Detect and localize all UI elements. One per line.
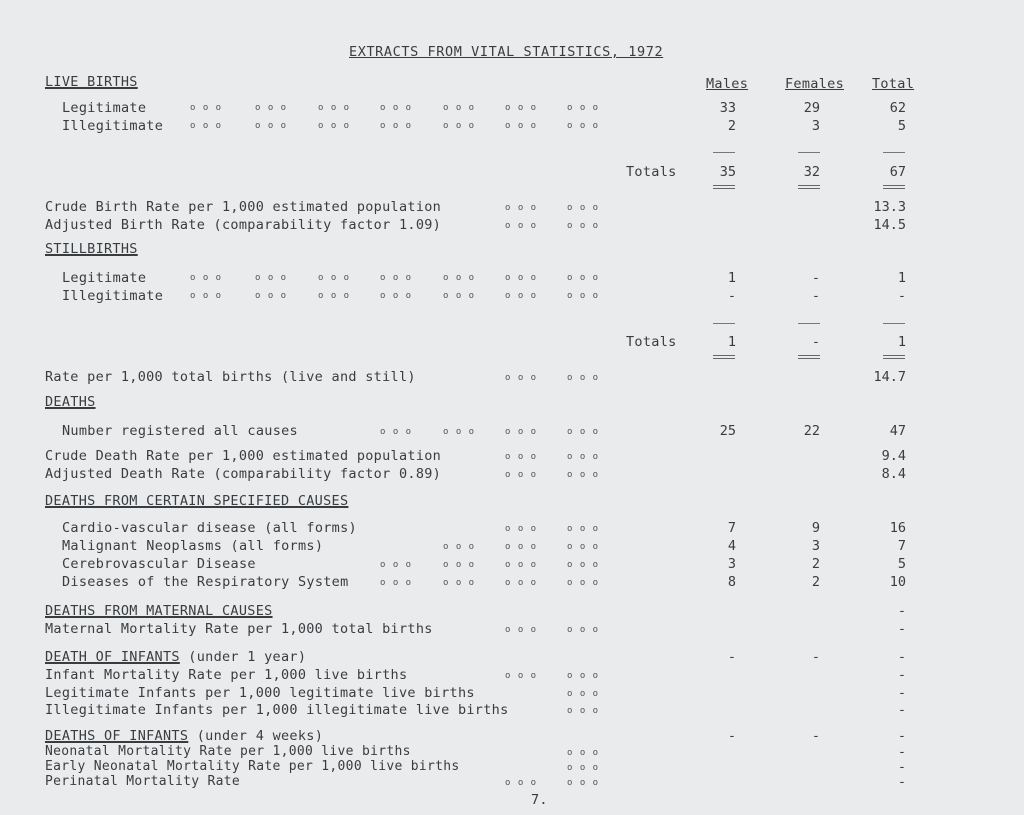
stillbirths-heading: STILLBIRTHS [45, 241, 138, 257]
double-rule [713, 355, 735, 359]
double-rule [883, 185, 905, 189]
leader-dots: o o o [255, 103, 288, 113]
infants4-heading-line [45, 728, 323, 744]
deaths-heading: DEATHS [45, 394, 96, 410]
cause-row-males: 8 [727, 574, 736, 590]
page-title: EXTRACTS FROM VITAL STATISTICS, 1972 [349, 44, 664, 60]
maternal-heading-value: - [897, 603, 906, 619]
leader-dots: o o o [505, 121, 538, 131]
leader-dots: o o o [567, 689, 600, 699]
specified-causes-heading: DEATHS FROM CERTAIN SPECIFIED CAUSES [45, 493, 349, 509]
perinatal-rate-value: - [897, 774, 906, 790]
infant-rate-label: Infant Mortality Rate per 1,000 live births [45, 667, 408, 683]
infants4-heading: DEATHS OF INFANTS [45, 728, 189, 744]
cause-row-total: 10 [889, 574, 906, 590]
infants-head-total: - [897, 649, 906, 665]
leader-dots: o o o [505, 671, 538, 681]
leader-dots: o o o [505, 291, 538, 301]
leader-dots: o o o [505, 373, 538, 383]
still-illeg-label: Illegitimate [62, 288, 164, 304]
leader-dots: o o o [380, 103, 413, 113]
still-legit-total: 1 [897, 270, 906, 286]
live-legit-males: 33 [719, 100, 736, 116]
still-totals-total: 1 [897, 334, 906, 350]
leader-dots: o o o [380, 291, 413, 301]
leader-dots: o o o [567, 273, 600, 283]
early-neonatal-rate-value: - [897, 759, 906, 775]
deaths-number-label: Number registered all causes [62, 423, 298, 439]
cause-row-label: Cardio-vascular disease (all forms) [62, 520, 357, 536]
leader-dots: o o o [567, 560, 600, 570]
live-illeg-label: Illegitimate [62, 118, 164, 134]
infant-rate-label: Illegitimate Infants per 1,000 illegitimate live births [45, 702, 509, 718]
double-rule [713, 185, 735, 189]
double-rule [883, 355, 905, 359]
leader-dots: o o o [567, 763, 600, 773]
cause-row-males: 7 [727, 520, 736, 536]
leader-dots: o o o [567, 373, 600, 383]
still-legit-males: 1 [727, 270, 736, 286]
cause-row-label: Diseases of the Respiratory System [62, 574, 349, 590]
live-illeg-females: 3 [811, 118, 820, 134]
leader-dots: o o o [505, 625, 538, 635]
adjusted-death-rate-value: 8.4 [881, 466, 906, 482]
leader-dots: o o o [505, 103, 538, 113]
cause-row-total: 5 [897, 556, 906, 572]
leader-dots: o o o [505, 560, 538, 570]
leader-dots: o o o [567, 291, 600, 301]
infants4-subheading: (under 4 weeks) [196, 728, 324, 744]
double-rule [798, 355, 820, 359]
crude-birth-rate-label: Crude Birth Rate per 1,000 estimated population [45, 199, 442, 215]
infant-rate-value: - [897, 667, 906, 683]
leader-dots: o o o [443, 542, 476, 552]
sum-rule [713, 152, 735, 153]
leader-dots: o o o [190, 103, 223, 113]
maternal-heading: DEATHS FROM MATERNAL CAUSES [45, 603, 273, 619]
sum-rule [883, 152, 905, 153]
infants4-head-females: - [811, 728, 820, 744]
still-totals-males: 1 [727, 334, 736, 350]
leader-dots: o o o [567, 470, 600, 480]
leader-dots: o o o [318, 121, 351, 131]
leader-dots: o o o [567, 221, 600, 231]
leader-dots: o o o [380, 273, 413, 283]
cause-row-females: 3 [811, 538, 820, 554]
perinatal-rate-label: Perinatal Mortality Rate [45, 774, 241, 789]
leader-dots: o o o [567, 121, 600, 131]
still-legit-females: - [811, 270, 820, 286]
leader-dots: o o o [567, 524, 600, 534]
neonatal-rate-value: - [897, 744, 906, 760]
still-illeg-females: - [811, 288, 820, 304]
cause-row-females: 9 [811, 520, 820, 536]
leader-dots: o o o [567, 778, 600, 788]
deaths-number-females: 22 [803, 423, 820, 439]
stillbirth-rate-label: Rate per 1,000 total births (live and still) [45, 369, 416, 385]
leader-dots: o o o [505, 524, 538, 534]
crude-death-rate-value: 9.4 [881, 448, 906, 464]
leader-dots: o o o [443, 291, 476, 301]
leader-dots: o o o [505, 427, 538, 437]
leader-dots: o o o [505, 452, 538, 462]
leader-dots: o o o [380, 121, 413, 131]
leader-dots: o o o [505, 221, 538, 231]
cause-row-total: 7 [897, 538, 906, 554]
sum-rule [883, 323, 905, 324]
cause-row-females: 2 [811, 556, 820, 572]
stillbirth-rate-value: 14.7 [873, 369, 906, 385]
still-totals-females: - [811, 334, 820, 350]
infants-head-males: - [727, 649, 736, 665]
page-number: 7. [531, 792, 548, 808]
infants4-head-total: - [897, 728, 906, 744]
leader-dots: o o o [567, 578, 600, 588]
cause-row-males: 3 [727, 556, 736, 572]
infant-rate-value: - [897, 702, 906, 718]
infants4-head-males: - [727, 728, 736, 744]
leader-dots: o o o [567, 103, 600, 113]
sum-rule [713, 323, 735, 324]
leader-dots: o o o [567, 748, 600, 758]
deaths-number-total: 47 [889, 423, 906, 439]
live-totals-label: Totals [626, 164, 677, 180]
infants-heading-line [45, 649, 306, 665]
still-legit-label: Legitimate [62, 270, 147, 286]
col-header-total: Total [872, 76, 915, 92]
adjusted-death-rate-label: Adjusted Death Rate (comparability factor 0.89) [45, 466, 442, 482]
still-totals-label: Totals [626, 334, 677, 350]
sum-rule [798, 323, 820, 324]
live-totals-males: 35 [719, 164, 736, 180]
leader-dots: o o o [443, 578, 476, 588]
live-illeg-males: 2 [727, 118, 736, 134]
leader-dots: o o o [505, 542, 538, 552]
neonatal-rate-label: Neonatal Mortality Rate per 1,000 live births [45, 744, 411, 759]
infant-rate-value: - [897, 685, 906, 701]
still-illeg-males: - [727, 288, 736, 304]
leader-dots: o o o [255, 291, 288, 301]
leader-dots: o o o [190, 121, 223, 131]
leader-dots: o o o [380, 427, 413, 437]
infants-head-females: - [811, 649, 820, 665]
cause-row-label: Malignant Neoplasms (all forms) [62, 538, 324, 554]
leader-dots: o o o [255, 121, 288, 131]
crude-birth-rate-value: 13.3 [873, 199, 906, 215]
leader-dots: o o o [190, 273, 223, 283]
infant-rate-label: Legitimate Infants per 1,000 legitimate live births [45, 685, 475, 701]
leader-dots: o o o [567, 706, 600, 716]
leader-dots: o o o [567, 203, 600, 213]
adjusted-birth-rate-label: Adjusted Birth Rate (comparability factor 1.09) [45, 217, 442, 233]
leader-dots: o o o [567, 542, 600, 552]
leader-dots: o o o [505, 273, 538, 283]
leader-dots: o o o [505, 470, 538, 480]
leader-dots: o o o [505, 203, 538, 213]
leader-dots: o o o [567, 671, 600, 681]
leader-dots: o o o [380, 578, 413, 588]
leader-dots: o o o [567, 427, 600, 437]
infants-subheading: (under 1 year) [188, 649, 307, 665]
leader-dots: o o o [318, 273, 351, 283]
leader-dots: o o o [443, 427, 476, 437]
early-neonatal-rate-label: Early Neonatal Mortality Rate per 1,000 live births [45, 759, 460, 774]
maternal-rate-value: - [897, 621, 906, 637]
leader-dots: o o o [443, 273, 476, 283]
adjusted-birth-rate-value: 14.5 [873, 217, 906, 233]
leader-dots: o o o [443, 103, 476, 113]
deaths-number-males: 25 [719, 423, 736, 439]
col-header-males: Males [706, 76, 749, 92]
cause-row-label: Cerebrovascular Disease [62, 556, 256, 572]
cause-row-females: 2 [811, 574, 820, 590]
live-legit-total: 62 [889, 100, 906, 116]
live-legit-females: 29 [803, 100, 820, 116]
double-rule [798, 185, 820, 189]
leader-dots: o o o [443, 560, 476, 570]
leader-dots: o o o [443, 121, 476, 131]
sum-rule [798, 152, 820, 153]
leader-dots: o o o [255, 273, 288, 283]
leader-dots: o o o [318, 103, 351, 113]
leader-dots: o o o [505, 578, 538, 588]
leader-dots: o o o [190, 291, 223, 301]
leader-dots: o o o [380, 560, 413, 570]
still-illeg-total: - [897, 288, 906, 304]
cause-row-males: 4 [727, 538, 736, 554]
cause-row-total: 16 [889, 520, 906, 536]
infants-heading: DEATH OF INFANTS [45, 649, 180, 665]
col-header-females: Females [785, 76, 844, 92]
leader-dots: o o o [567, 452, 600, 462]
live-totals-females: 32 [803, 164, 820, 180]
leader-dots: o o o [505, 778, 538, 788]
live-illeg-total: 5 [897, 118, 906, 134]
live-totals-total: 67 [889, 164, 906, 180]
leader-dots: o o o [567, 625, 600, 635]
crude-death-rate-label: Crude Death Rate per 1,000 estimated population [45, 448, 442, 464]
live-births-heading: LIVE BIRTHS [45, 74, 138, 90]
live-legit-label: Legitimate [62, 100, 147, 116]
maternal-rate-label: Maternal Mortality Rate per 1,000 total births [45, 621, 433, 637]
leader-dots: o o o [318, 291, 351, 301]
